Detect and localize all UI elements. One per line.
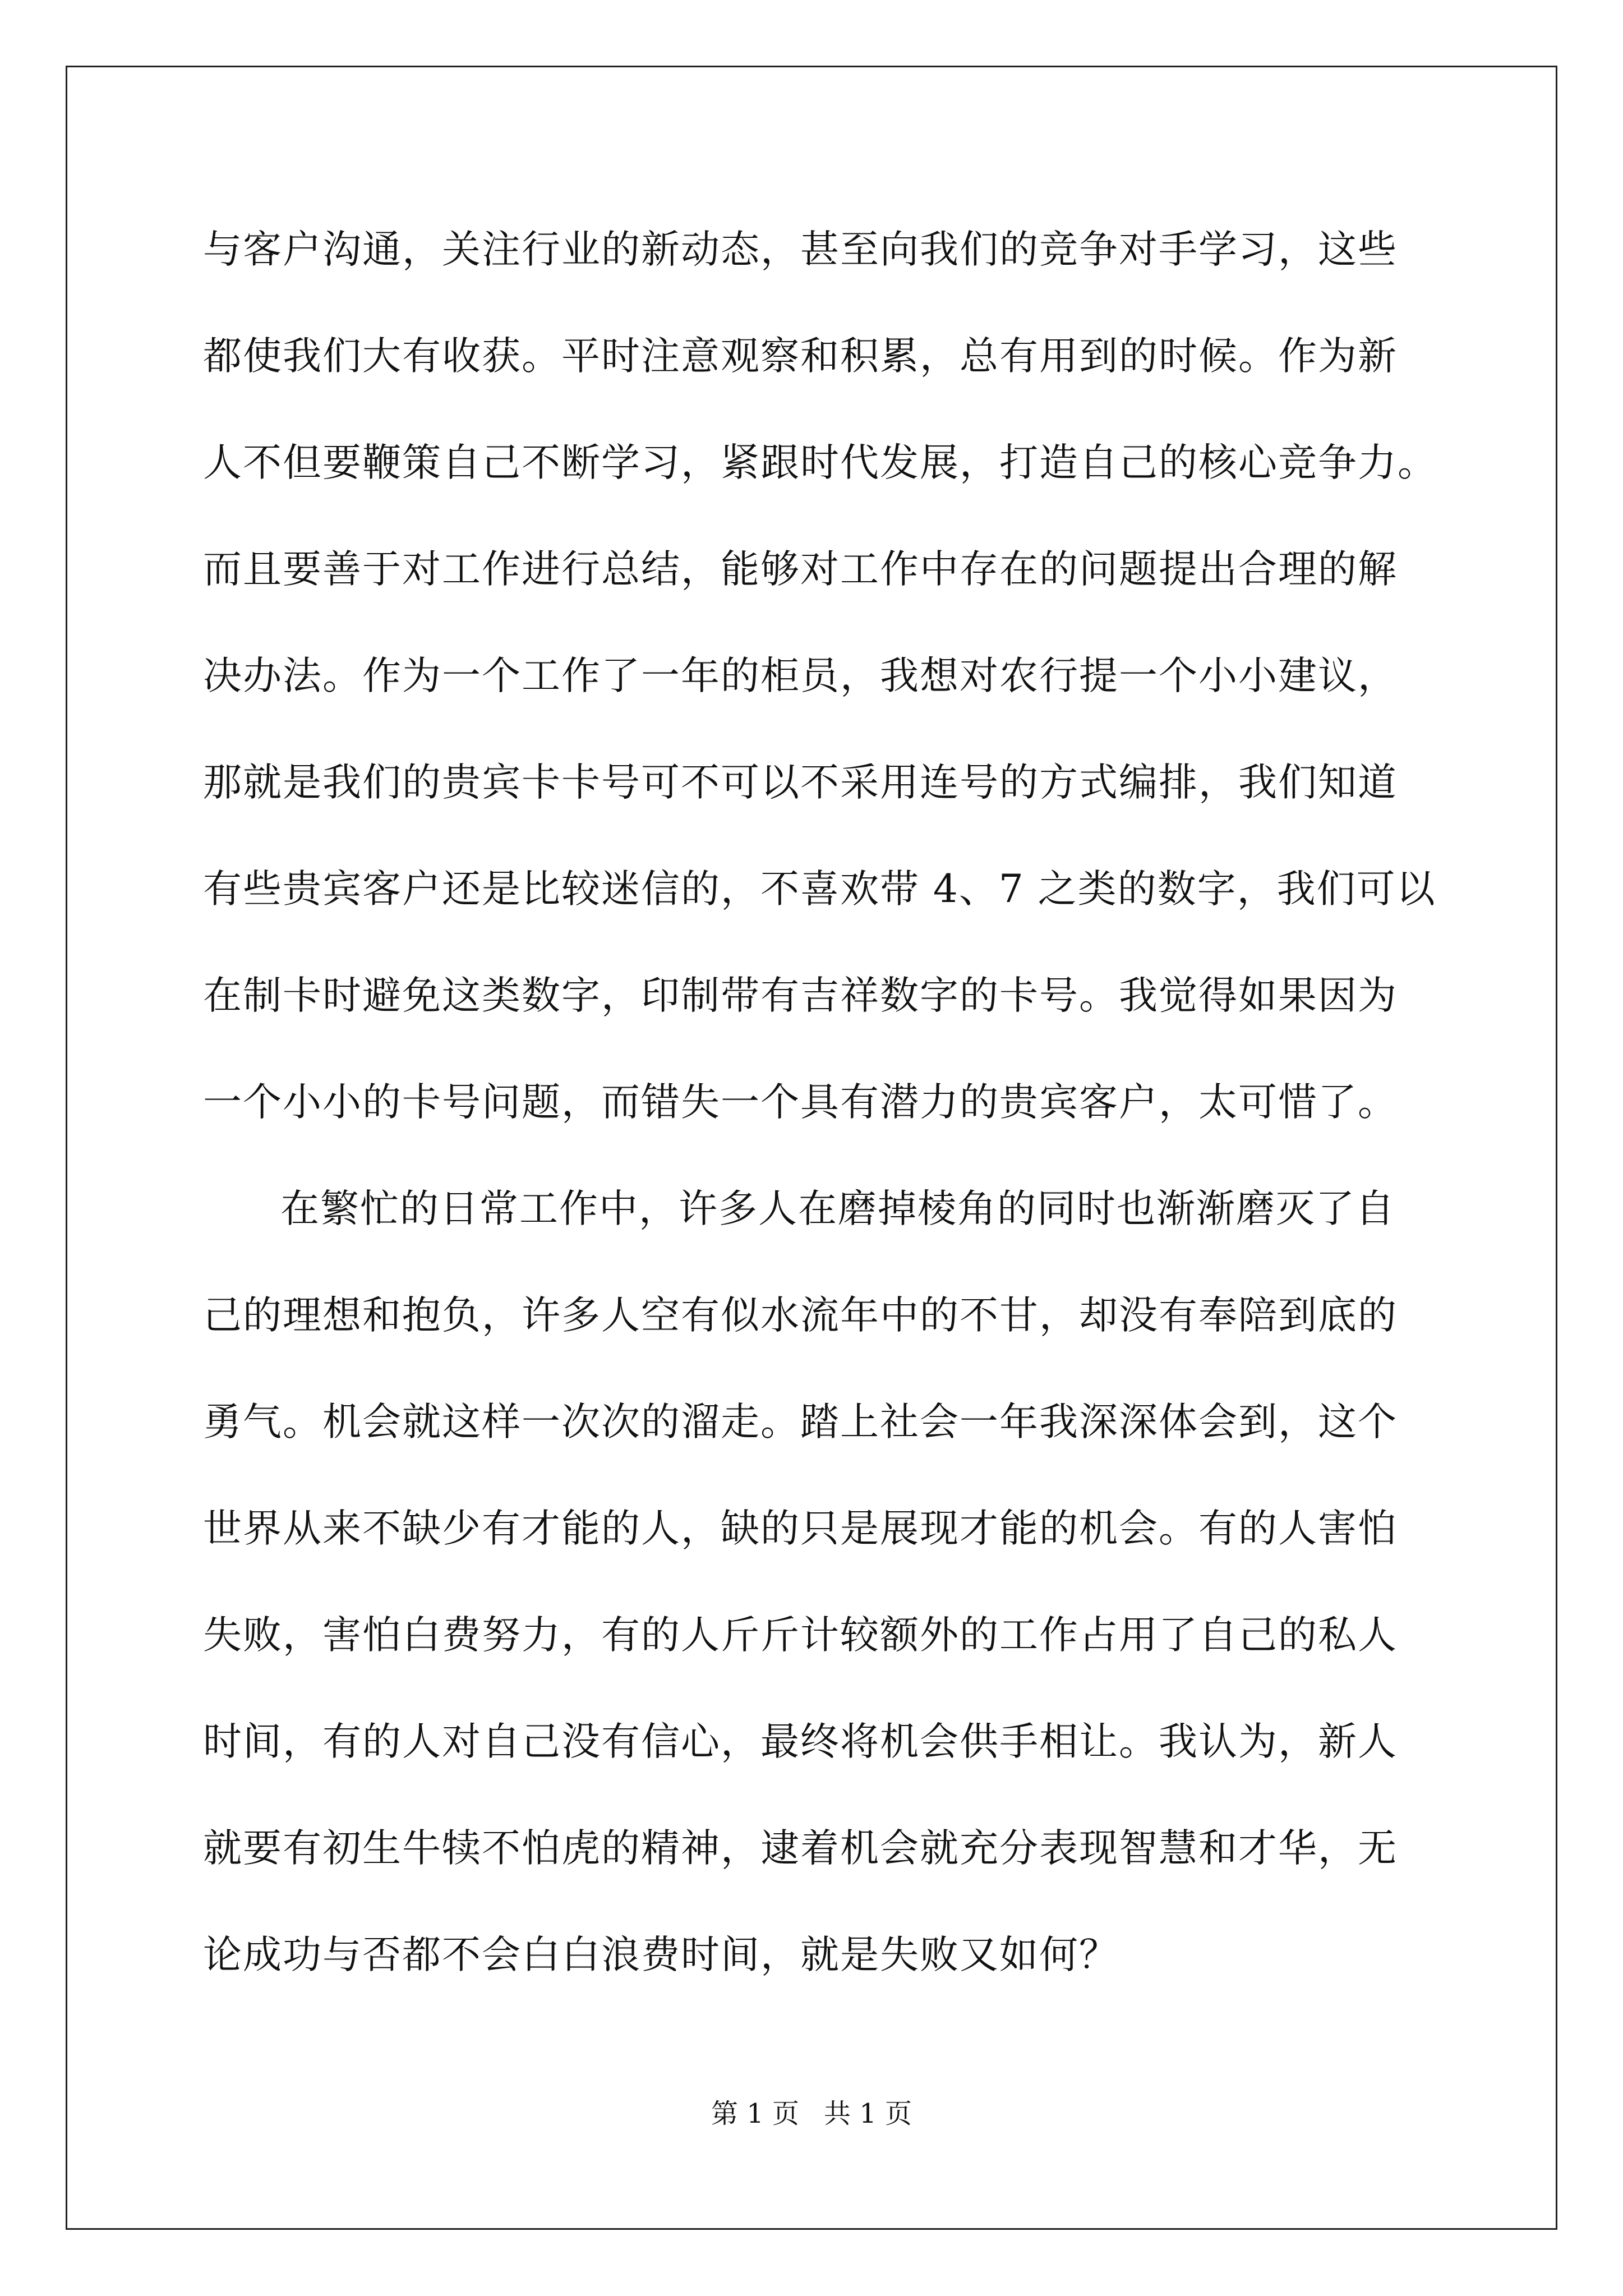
text-line: 那就是我们的贵宾卡卡号可不可以不采用连号的方式编排，我们知道 bbox=[203, 760, 1398, 805]
text-line: 在制卡时避免这类数字，印制带有吉祥数字的卡号。我觉得如果因为 bbox=[203, 973, 1398, 1018]
text-line: 人不但要鞭策自己不断学习，紧跟时代发展，打造自己的核心竞争力。 bbox=[203, 440, 1437, 485]
text-line: 一个小小的卡号问题，而错失一个具有潜力的贵宾客户，太可惜了。 bbox=[203, 1080, 1398, 1125]
text-line: 都使我们大有收获。平时注意观察和积累，总有用到的时候。作为新 bbox=[203, 334, 1398, 379]
text-line: 论成功与否都不会白白浪费时间，就是失败又如何？ bbox=[203, 1932, 1119, 1977]
page-number-current: 第 1 页 bbox=[711, 2098, 799, 2129]
text-line: 在繁忙的日常工作中，许多人在磨掉棱角的同时也渐渐磨灭了自 bbox=[280, 1186, 1395, 1231]
page-number-total: 共 1 页 bbox=[824, 2098, 912, 2129]
text-line: 与客户沟通，关注行业的新动态，甚至向我们的竞争对手学习，这些 bbox=[203, 227, 1398, 272]
text-line: 决办法。作为一个工作了一年的柜员，我想对农行提一个小小建议， bbox=[203, 654, 1398, 698]
text-line: 有些贵宾客户还是比较迷信的，不喜欢带 4、7 之类的数字，我们可以 bbox=[203, 867, 1436, 912]
document-body bbox=[203, 216, 1493, 2028]
paragraph-2 bbox=[203, 1175, 1493, 2028]
paragraph-1 bbox=[203, 216, 1493, 1175]
page-footer bbox=[0, 2097, 1623, 2131]
text-line: 就要有初生牛犊不怕虎的精神，逮着机会就充分表现智慧和才华，无 bbox=[203, 1826, 1398, 1871]
text-line: 而且要善于对工作进行总结，能够对工作中存在的问题提出合理的解 bbox=[203, 547, 1398, 592]
text-line: 失败，害怕白费努力，有的人斤斤计较额外的工作占用了自己的私人 bbox=[203, 1613, 1398, 1658]
text-line: 世界从来不缺少有才能的人，缺的只是展现才能的机会。有的人害怕 bbox=[203, 1506, 1398, 1551]
text-line: 时间，有的人对自己没有信心，最终将机会供手相让。我认为，新人 bbox=[203, 1719, 1398, 1764]
text-line: 己的理想和抱负，许多人空有似水流年中的不甘，却没有奉陪到底的 bbox=[203, 1293, 1398, 1338]
text-line: 勇气。机会就这样一次次的溜走。踏上社会一年我深深体会到，这个 bbox=[203, 1400, 1398, 1444]
